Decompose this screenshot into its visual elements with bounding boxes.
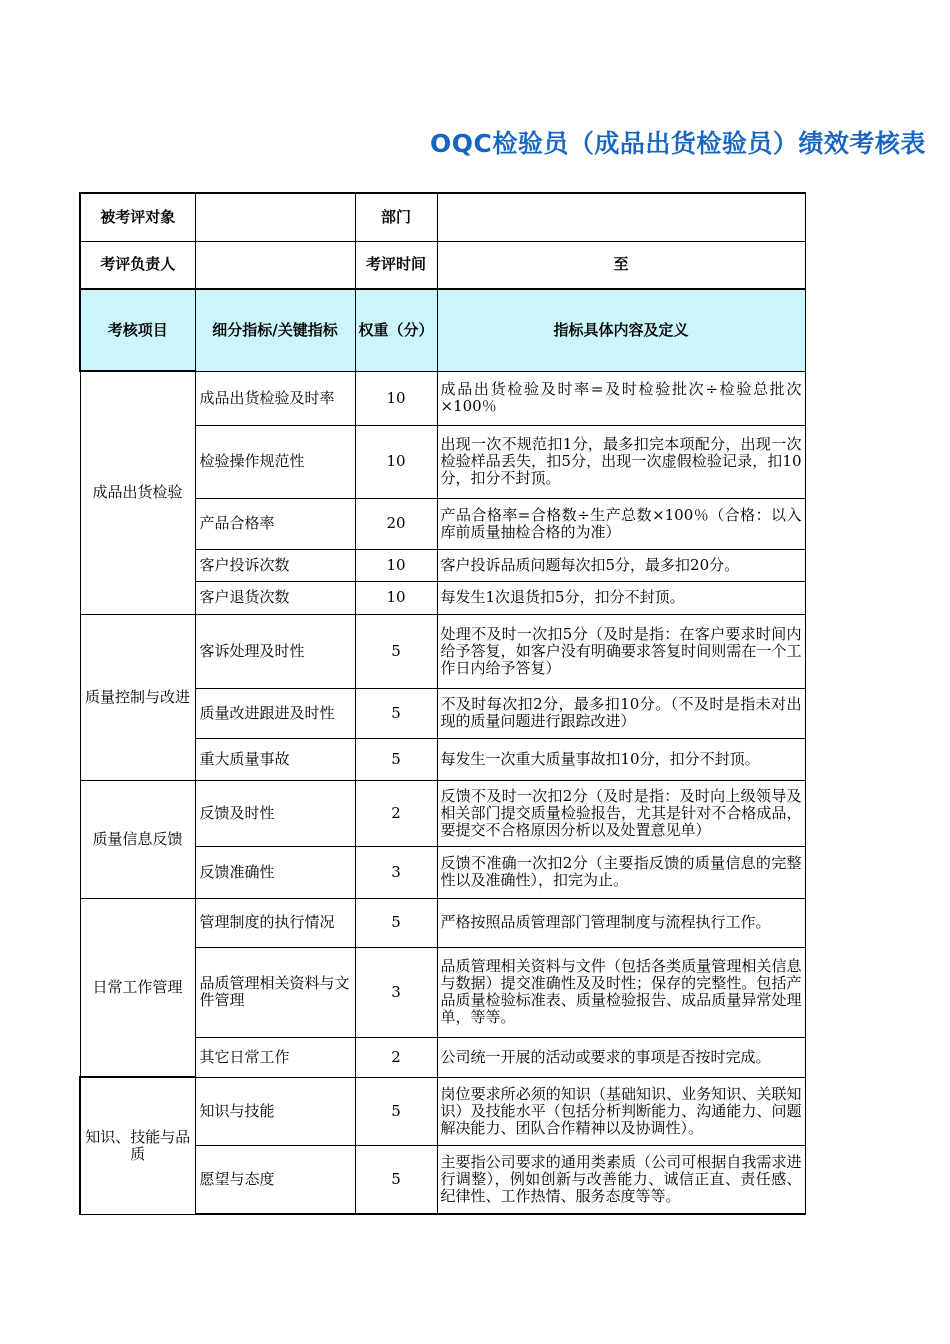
column-header-row xyxy=(80,289,805,371)
weight-cell: 2 xyxy=(355,1037,437,1077)
weight-cell: 10 xyxy=(355,425,437,498)
weight-cell: 3 xyxy=(355,947,437,1037)
indicator-cell: 反馈及时性 xyxy=(195,780,355,846)
indicator-cell: 品质管理相关资料与文件管理 xyxy=(195,947,355,1037)
definition-cell: 每发生一次重大质量事故扣10分，扣分不封顶。 xyxy=(437,738,805,780)
col-weight-header: 权重（分） xyxy=(355,289,437,371)
definition-cell: 客户投诉品质问题每次扣5分，最多扣20分。 xyxy=(437,549,805,581)
weight-cell: 3 xyxy=(355,846,437,898)
dept-value[interactable] xyxy=(437,193,805,241)
definition-cell: 品质管理相关资料与文件（包括各类质量管理相关信息与数据）提交准确性及及时性；保存的完整性。包括产品质量检验标准表、质量检验报告、成品质量异常处理单，等等。 xyxy=(437,947,805,1037)
definition-cell: 处理不及时一次扣5分（及时是指：在客户要求时间内给予答复，如客户没有明确要求答复时间则需在一个工作日内给予答复） xyxy=(437,614,805,688)
weight-cell: 10 xyxy=(355,371,437,425)
header-row-reviewer xyxy=(80,241,805,289)
table-row xyxy=(80,614,805,688)
indicator-cell: 知识与技能 xyxy=(195,1077,355,1145)
weight-cell: 5 xyxy=(355,898,437,947)
time-label: 考评时间 xyxy=(355,241,437,289)
table-row xyxy=(80,1077,805,1145)
table-row xyxy=(80,780,805,846)
definition-cell: 主要指公司要求的通用类素质（公司可根据自我需求进行调整），例如创新与改善能力、诚信正直、责任感、纪律性、工作热情、服务态度等等。 xyxy=(437,1145,805,1214)
definition-cell: 不及时每次扣2分，最多扣10分。（不及时是指未对出现的质量问题进行跟踪改进） xyxy=(437,688,805,738)
col-item-header: 考核项目 xyxy=(80,289,195,371)
section-name: 质量信息反馈 xyxy=(80,780,195,898)
indicator-cell: 客户投诉次数 xyxy=(195,549,355,581)
weight-cell: 5 xyxy=(355,614,437,688)
indicator-cell: 其它日常工作 xyxy=(195,1037,355,1077)
indicator-cell: 成品出货检验及时率 xyxy=(195,371,355,425)
definition-cell: 严格按照品质管理部门管理制度与流程执行工作。 xyxy=(437,898,805,947)
weight-cell: 10 xyxy=(355,549,437,581)
dept-label: 部门 xyxy=(355,193,437,241)
indicator-cell: 管理制度的执行情况 xyxy=(195,898,355,947)
weight-cell: 5 xyxy=(355,1077,437,1145)
definition-cell: 公司统一开展的活动或要求的事项是否按时完成。 xyxy=(437,1037,805,1077)
definition-cell: 出现一次不规范扣1分，最多扣完本项配分，出现一次检验样品丢失，扣5分，出现一次虚假检验记录，扣10分，扣分不封顶。 xyxy=(437,425,805,498)
header-row-subject xyxy=(80,193,805,241)
col-definition-header: 指标具体内容及定义 xyxy=(437,289,805,371)
weight-cell: 10 xyxy=(355,581,437,614)
title-area xyxy=(0,118,926,168)
reviewer-value[interactable] xyxy=(195,241,355,289)
section-name: 成品出货检验 xyxy=(80,371,195,614)
indicator-cell: 客户退货次数 xyxy=(195,581,355,614)
weight-cell: 20 xyxy=(355,498,437,549)
indicator-cell: 反馈准确性 xyxy=(195,846,355,898)
definition-cell: 岗位要求所必须的知识（基础知识、业务知识、关联知识）及技能水平（包括分析判断能力、沟通能力、问题解决能力、团队合作精神以及协调性）。 xyxy=(437,1077,805,1145)
weight-cell: 5 xyxy=(355,688,437,738)
definition-cell: 每发生1次退货扣5分，扣分不封顶。 xyxy=(437,581,805,614)
definition-cell: 反馈不准确一次扣2分（主要指反馈的质量信息的完整性以及准确性），扣完为止。 xyxy=(437,846,805,898)
indicator-cell: 检验操作规范性 xyxy=(195,425,355,498)
indicator-cell: 重大质量事故 xyxy=(195,738,355,780)
page-title: OQC检验员（成品出货检验员）绩效考核表 xyxy=(430,129,926,158)
indicator-cell: 客诉处理及时性 xyxy=(195,614,355,688)
definition-cell: 产品合格率=合格数÷生产总数×100％（合格：以入库前质量抽检合格的为准） xyxy=(437,498,805,549)
indicator-cell: 产品合格率 xyxy=(195,498,355,549)
indicator-cell: 愿望与态度 xyxy=(195,1145,355,1214)
subject-value[interactable] xyxy=(195,193,355,241)
table-row xyxy=(80,898,805,947)
table-row xyxy=(80,371,805,425)
weight-cell: 2 xyxy=(355,780,437,846)
appraisal-table xyxy=(79,192,806,1215)
indicator-cell: 质量改进跟进及时性 xyxy=(195,688,355,738)
section-name: 知识、技能与品质 xyxy=(80,1077,195,1214)
section-name: 质量控制与改进 xyxy=(80,614,195,780)
weight-cell: 5 xyxy=(355,1145,437,1214)
col-indicator-header: 细分指标/关键指标 xyxy=(195,289,355,371)
definition-cell: 反馈不及时一次扣2分（及时是指：及时向上级领导及相关部门提交质量检验报告，尤其是针对不合格成品，要提交不合格原因分析以及处置意见单） xyxy=(437,780,805,846)
subject-label: 被考评对象 xyxy=(80,193,195,241)
reviewer-label: 考评负责人 xyxy=(80,241,195,289)
section-name: 日常工作管理 xyxy=(80,898,195,1077)
weight-cell: 5 xyxy=(355,738,437,780)
definition-cell: 成品出货检验及时率=及时检验批次÷检验总批次×100％ xyxy=(437,371,805,425)
time-value[interactable]: 至 xyxy=(437,241,805,289)
